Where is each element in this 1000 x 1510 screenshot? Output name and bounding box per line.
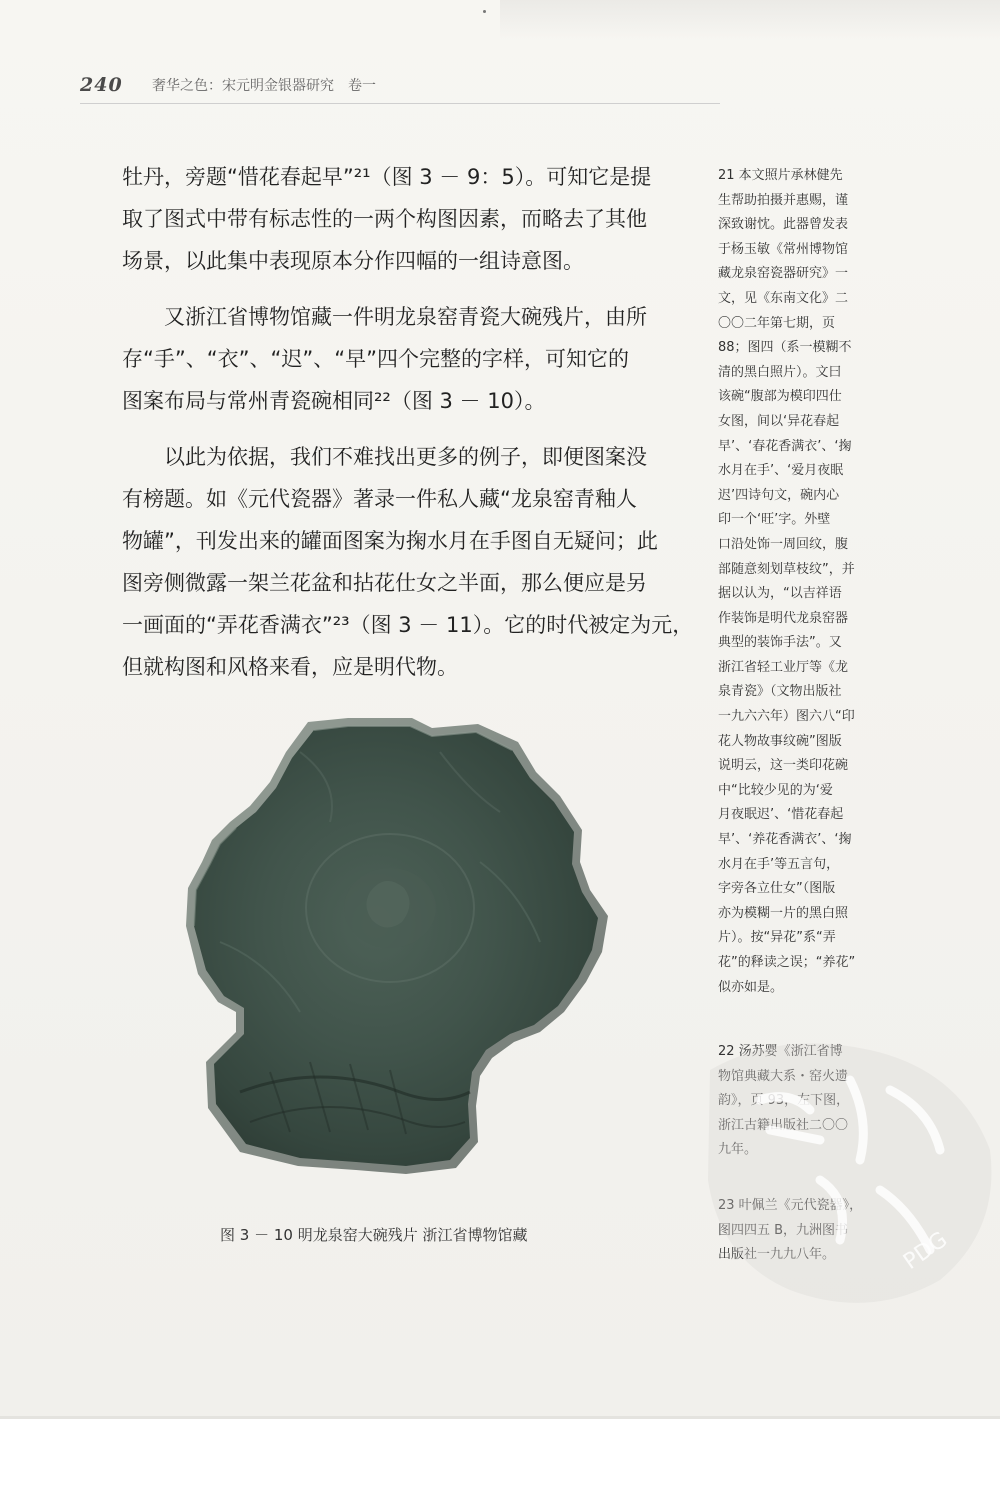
footnote-line: 出版社一九九八年。: [718, 1247, 836, 1263]
header-rule: [80, 103, 720, 104]
footnote-line: 花”的释读之误；“养花”: [718, 955, 856, 970]
footnote-line: 中“比较少见的为‘爱: [718, 782, 833, 798]
footnote-line: 清的黑白照片）。文曰: [718, 364, 842, 380]
text-line: 存“手”、“衣”、“迟”、“早”四个完整的字样，可知它的: [122, 347, 630, 371]
text-line: 以此为依据，我们不难找出更多的例子，即便图案没: [164, 445, 647, 469]
text-line: 有榜题。如《元代瓷器》著录一件私人藏“龙泉窑青釉人: [122, 487, 637, 511]
footnote-line: 22 汤苏婴《浙江省博: [718, 1044, 843, 1059]
running-title: 奢华之色：宋元明金银器研究 卷一: [152, 78, 376, 94]
footnote-line: 似亦如是。: [718, 979, 784, 995]
text-line: 场景，以此集中表现原本分作四幅的一组诗意图。: [122, 249, 584, 273]
footnote-line: 早’、‘养花香满衣’、‘掬: [718, 832, 852, 848]
paragraph: [122, 296, 692, 422]
footnote-line: 亦为模糊一片的黑白照: [718, 905, 849, 921]
footnote-line: 于杨玉敏《常州博物馆: [718, 241, 849, 257]
text-line: 图旁侧微露一架兰花盆和拈花仕女之半面，那么便应是另: [122, 571, 647, 595]
scan-shadow: [500, 0, 1000, 40]
footnote-line: 迟’四诗句文，碗内心: [718, 487, 840, 503]
text-line: 但就构图和风格来看，应是明代物。: [122, 655, 458, 679]
paragraph: [122, 156, 692, 282]
footnote-line: 片）。按“异花”系“弄: [718, 930, 836, 946]
footnote-line: 泉青瓷》（文物出版社: [718, 684, 842, 700]
footnote-line: 口沿处饰一周回纹，腹: [718, 536, 849, 552]
paper-edge: [0, 1416, 1000, 1419]
footnote-line: 字旁各立仕女”（图版: [718, 881, 836, 897]
footnote-line: 物馆典藏大系・窑火遗: [718, 1068, 849, 1084]
footnote-line: 花人物故事纹碗”图版: [718, 733, 842, 749]
footnote-line: 女图，间以‘异花春起: [718, 413, 840, 429]
footnote-line: 印一个‘旺’字。外壁: [718, 512, 831, 528]
footnote-line: 水月在手’等五言句，: [718, 856, 840, 872]
figure-caption: 图 3 － 10 明龙泉窑大碗残片 浙江省博物馆藏: [220, 1226, 528, 1244]
footnote-21: [718, 164, 890, 1000]
text-line: 取了图式中带有标志性的一两个构图因素，而略去了其他: [122, 207, 647, 231]
footnote-line: 深致谢忱。此器曾发表: [718, 217, 849, 233]
footnote-line: 早’、‘春花香满衣’、‘掬: [718, 438, 852, 454]
watermark-text: PDG: [899, 1227, 953, 1275]
footnote-line: 该碗“腹部为模印四仕: [718, 389, 842, 405]
footnote-line: 23 叶佩兰《元代瓷器》，: [718, 1198, 863, 1213]
footnote-line: 据以认为，“以吉祥语: [718, 586, 842, 602]
footnote-line: 藏龙泉窑瓷器研究》一: [718, 266, 849, 282]
footnote-line: 文，见《东南文化》二: [718, 290, 849, 306]
footnote-line: 说明云，这一类印花碗: [718, 758, 849, 774]
paragraph: [122, 436, 692, 688]
bowl-fragment-image: [180, 712, 612, 1178]
bowl-fragment-photo: [180, 712, 612, 1178]
footnote-line: 月夜眠迟’、‘惜花春起: [718, 807, 844, 823]
text-line: 图案布局与常州青瓷碗相同²²（图 3 － 10）。: [122, 389, 546, 413]
text-line: 牡丹，旁题“惜花春起早”²¹（图 3 － 9：5）。可知它是提: [122, 165, 652, 189]
footnote-line: 韵》，页 93，左下图，: [718, 1093, 850, 1109]
text-line: 一画面的“弄花香满衣”²³（图 3 － 11）。它的时代被定为元，: [122, 613, 694, 637]
page-number: 240: [80, 74, 123, 96]
footnote-line: 浙江古籍出版社二〇〇: [718, 1117, 849, 1133]
footnote-23: [718, 1194, 890, 1268]
footnote-line: 一九六六年）图六八“印: [718, 709, 855, 725]
footnote-line: 21 本文照片承林健先: [718, 168, 843, 183]
text-line: 又浙江省博物馆藏一件明龙泉窑青瓷大碗残片，由所: [164, 305, 647, 329]
footnote-line: 生帮助拍摄并惠赐，谨: [718, 192, 849, 208]
main-text-column: [122, 156, 692, 688]
footnote-22: [718, 1040, 890, 1163]
footnote-line: 作装饰是明代龙泉窑器: [718, 610, 849, 626]
footnote-line: 九年。: [718, 1142, 758, 1158]
footnote-line: 〇〇二年第七期，页: [718, 315, 836, 331]
scan-speck: [483, 10, 486, 13]
footnote-line: 88；图四（系一模糊不: [718, 340, 852, 356]
footnote-line: 部随意刻划草枝纹”，并: [718, 561, 855, 577]
footnote-line: 浙江省轻工业厅等《龙: [718, 659, 849, 675]
footnote-line: 图四四五 B，九洲图书: [718, 1222, 849, 1238]
text-line: 物罐”，刊发出来的罐面图案为掬水月在手图自无疑问；此: [122, 529, 658, 553]
footnote-line: 水月在手’、‘爱月夜眠: [718, 463, 844, 479]
footnote-line: 典型的装饰手法”。又: [718, 635, 842, 651]
